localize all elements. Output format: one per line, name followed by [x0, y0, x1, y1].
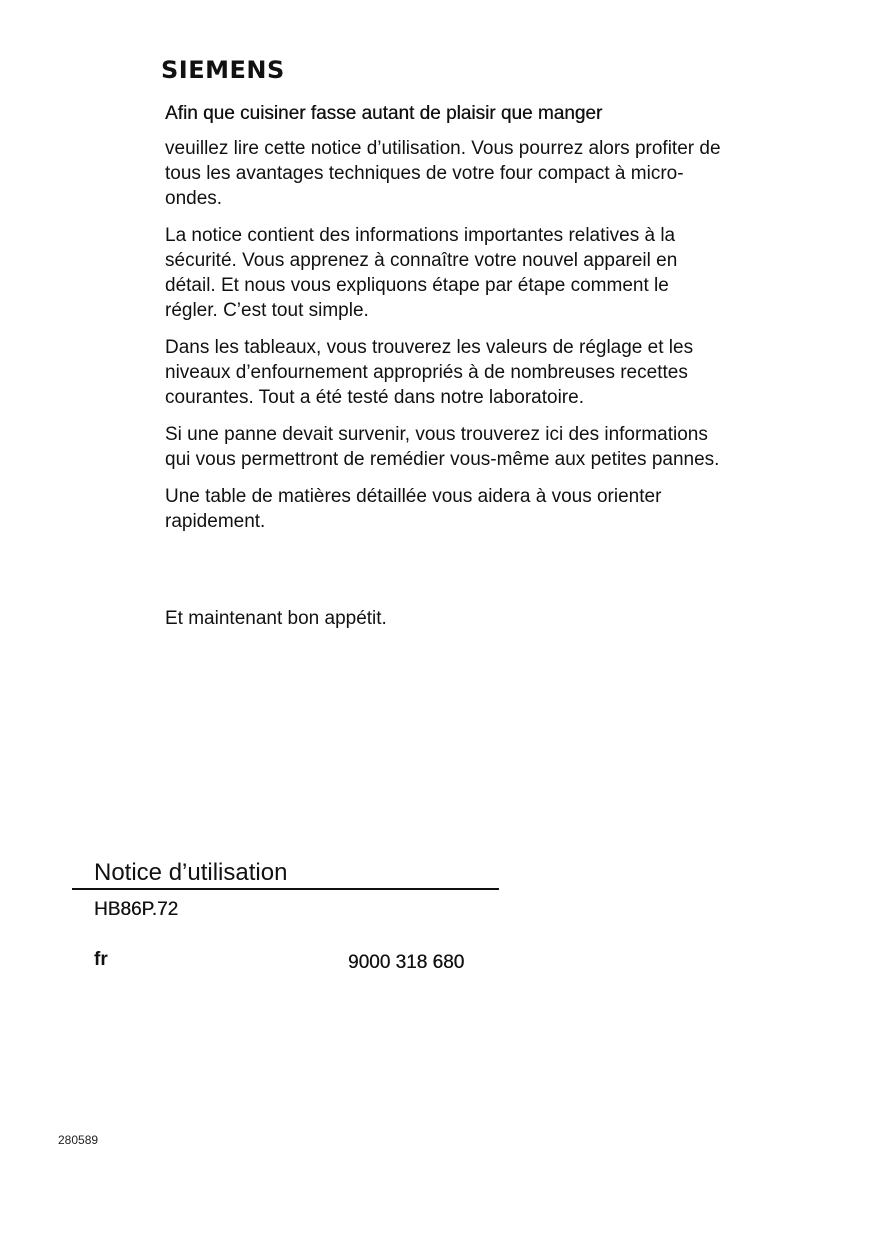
language-code: fr	[94, 949, 108, 970]
part-number: 9000 318 680	[348, 952, 465, 973]
intro-paragraph-5: Une table de matières détaillée vous aidera à vous orienter rapidement.	[165, 486, 662, 532]
intro-heading: Afin que cuisiner fasse autant de plaisir que manger	[165, 103, 603, 124]
title-underline	[72, 888, 499, 890]
closing-line: Et maintenant bon appétit.	[165, 608, 387, 629]
intro-body	[165, 136, 725, 546]
document-title: Notice d’utilisation	[94, 859, 288, 886]
intro-paragraph-3: Dans les tableaux, vous trouverez les valeurs de réglage et les niveaux d’enfournement appropriés à de nombreuses recettes courantes. Tout a été testé dans notre laboratoire.	[165, 337, 694, 408]
intro-paragraph-4: Si une panne devait survenir, vous trouverez ici des informations qui vous permettront de remédier vous-même aux petites pannes.	[165, 424, 720, 470]
model-number: HB86P.72	[94, 899, 179, 920]
print-code: 280589	[58, 1133, 99, 1147]
brand-logo: SIEMENS	[161, 56, 285, 84]
intro-paragraph-2: La notice contient des informations importantes relatives à la sécurité. Vous apprenez à connaître votre nouvel appareil en détail. Et nous vous expliquons étape par étape comment le régler. C’est tout simple.	[165, 225, 678, 321]
intro-paragraph-1: veuillez lire cette notice d’utilisation. Vous pourrez alors profiter de tous les avantages techniques de votre four compact à micro-ondes.	[165, 138, 721, 209]
